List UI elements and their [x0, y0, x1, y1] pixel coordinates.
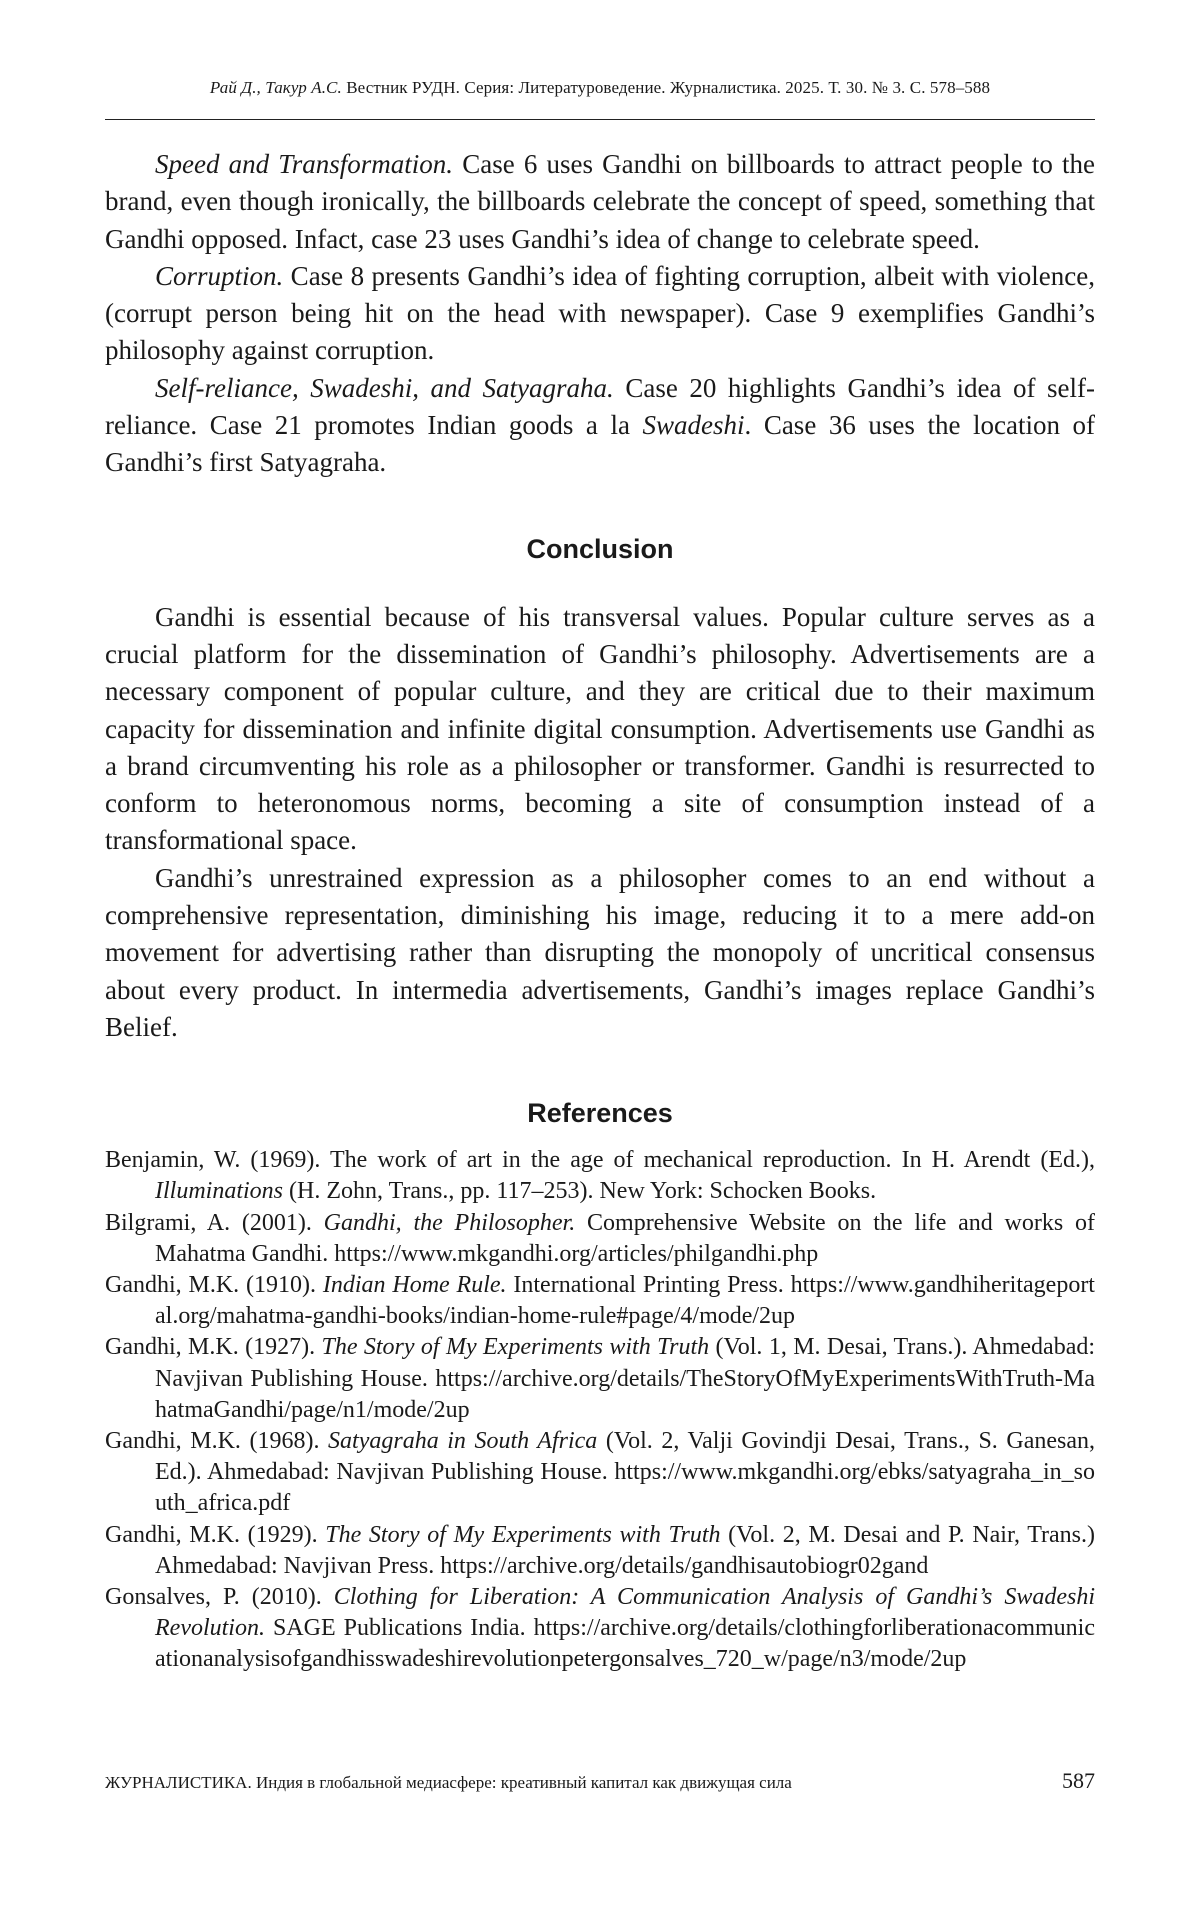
- reference-text: International Printing Press.: [506, 1272, 791, 1299]
- reference-item: [105, 1582, 1095, 1676]
- header-citation: Вестник РУДН. Серия: Литературоведение. Журналистика. 2025. Т. 30. № 3. С. 578–588: [346, 78, 991, 97]
- reference-text: (Vol. 2, Valji Govindji Desai, Trans., S. Ganesan, Ed.). Ahmedabad: Navjivan Publishing House.: [155, 1428, 1095, 1486]
- reference-title: Indian Home Rule.: [322, 1272, 507, 1299]
- paragraph-text: . Case 36 uses the location of Gandhi’s first Satyagraha.: [105, 410, 1095, 478]
- header-rule: [105, 119, 1095, 120]
- section-heading-references: References: [527, 1098, 673, 1129]
- reference-item: [105, 1208, 1095, 1270]
- reference-title: Clothing for Liberation: A Communication Analysis of Gandhi’s Swadeshi Revolution.: [155, 1584, 1095, 1642]
- paragraph-text: Case 20 highlights Gandhi’s idea of self-reliance. Case 21 promotes Indian goods a la: [105, 372, 1095, 441]
- paragraph-speed: [105, 146, 1095, 258]
- reference-url[interactable]: https://archive.org/details/gandhisautobiogr02gand: [440, 1552, 929, 1579]
- reference-text: Comprehensive Website on the life and works of Mahatma Gandhi.: [155, 1209, 1095, 1267]
- page-number: 587: [1062, 1768, 1095, 1793]
- reference-title: Illuminations: [155, 1178, 284, 1205]
- paragraph-corruption: [105, 258, 1095, 370]
- footer-journal: ЖУРНАЛИСТИКА. Индия в глобальной медиасфере: креативный капитал как движущая сила: [105, 1773, 792, 1792]
- reference-text: (H. Zohn, Trans., pp. 117–253). New York: Schocken Books.: [283, 1178, 877, 1205]
- paragraph-lead: Self-reliance, Swadeshi, and Satyagraha.: [155, 372, 614, 403]
- reference-item: [105, 1332, 1095, 1426]
- reference-url[interactable]: https://archive.org/details/TheStoryOfMyExperimentsWithTruth-MahatmaGandhi/page/n1/mode/2up: [155, 1365, 1095, 1423]
- reference-text: Gonsalves, P. (2010).: [105, 1584, 334, 1611]
- reference-url[interactable]: https://www.mkgandhi.org/articles/philgandhi.php: [334, 1240, 819, 1267]
- reference-title: Gandhi, the Philosopher.: [323, 1209, 576, 1236]
- reference-title: The Story of My Experiments with Truth: [325, 1521, 721, 1548]
- reference-list: [105, 1145, 1095, 1675]
- reference-title: The Story of My Experiments with Truth: [321, 1334, 710, 1361]
- conclusion-paragraph-1: Gandhi is essential because of his transversal values. Popular culture serves as a crucial platform for the dissemination of Gandhi’s philosophy. Advertisements are a necessary component of popular culture, and they are critical due to their maximum capacity for dissemination and infinite digital consumption. Advertisements use Gandhi as a brand circumventing his role as a philosopher or transformer. Gandhi is resurrected to conform to heteronomous norms, becoming a site of consumption instead of a transformational space.: [105, 601, 1095, 856]
- paragraph-lead: Speed and Transformation.: [155, 149, 454, 179]
- reference-text: Benjamin, W. (1969). The work of art in the age of mechanical reproduction. In H. Arendt (Ed.),: [105, 1147, 1095, 1174]
- running-header: [105, 78, 1095, 98]
- reference-text: Gandhi, M.K. (1929).: [105, 1521, 326, 1548]
- reference-text: SAGE Publications India.: [264, 1615, 534, 1642]
- reference-text: Gandhi, M.K. (1910).: [105, 1272, 323, 1299]
- reference-text: (Vol. 1, M. Desai, Trans.). Ahmedabad: Navjivan Publishing House.: [155, 1334, 1096, 1392]
- paragraph-italic-term: Swadeshi: [642, 410, 745, 441]
- paragraph-lead: Corruption.: [155, 260, 284, 291]
- reference-url[interactable]: https://archive.org/details/clothingforliberationacommunicationanalysisofgandhisswadeshirevolutionpetergonsalves_720_w/page/n3/mode/2up: [155, 1615, 1095, 1673]
- reference-title: Satyagraha in South Africa: [328, 1428, 598, 1455]
- reference-item: [105, 1426, 1095, 1520]
- paragraph-text: Case 6 uses Gandhi on billboards to attract people to the brand, even though ironically, the billboards celebrate the concept of speed, something that Gandhi opposed. Infact, case 23 uses Gandhi’s idea of change to celebrate speed.: [105, 149, 1095, 254]
- main-content: [105, 146, 1095, 1676]
- conclusion-paragraph-2: Gandhi’s unrestrained expression as a philosopher comes to an end without a comprehensive representation, diminishing his image, reducing it to a mere add-on movement for advertising rather than disrupting the monopoly of uncritical consensus about every product. In intermedia advertisements, Gandhi’s images replace Gandhi’s Belief.: [105, 862, 1095, 1042]
- reference-url[interactable]: https://www.mkgandhi.org/ebks/satyagraha_in_south_africa.pdf: [155, 1459, 1095, 1517]
- paragraph-self-reliance: [105, 370, 1095, 482]
- running-footer: [105, 1768, 1095, 1794]
- reference-text: Bilgrami, A. (2001).: [105, 1209, 324, 1236]
- section-heading-conclusion: Conclusion: [526, 533, 674, 564]
- reference-url[interactable]: https://www.gandhiheritageportal.org/mahatma-gandhi-books/indian-home-rule#page/4/mode/2up: [155, 1272, 1095, 1330]
- header-authors: Рай Д., Такур А.С.: [209, 78, 342, 97]
- reference-item: [105, 1520, 1095, 1582]
- reference-text: Gandhi, M.K. (1927).: [105, 1334, 322, 1361]
- reference-text: Gandhi, M.K. (1968).: [105, 1428, 329, 1455]
- reference-item: [105, 1270, 1095, 1332]
- reference-item: [105, 1145, 1095, 1207]
- paragraph-text: Case 8 presents Gandhi’s idea of fighting corruption, albeit with violence, (corrupt person being hit on the head with newspaper). Case 9 exemplifies Gandhi’s philosophy against corruption.: [105, 260, 1095, 366]
- reference-text: (Vol. 2, M. Desai and P. Nair, Trans.) Ahmedabad: Navjivan Press.: [155, 1521, 1096, 1579]
